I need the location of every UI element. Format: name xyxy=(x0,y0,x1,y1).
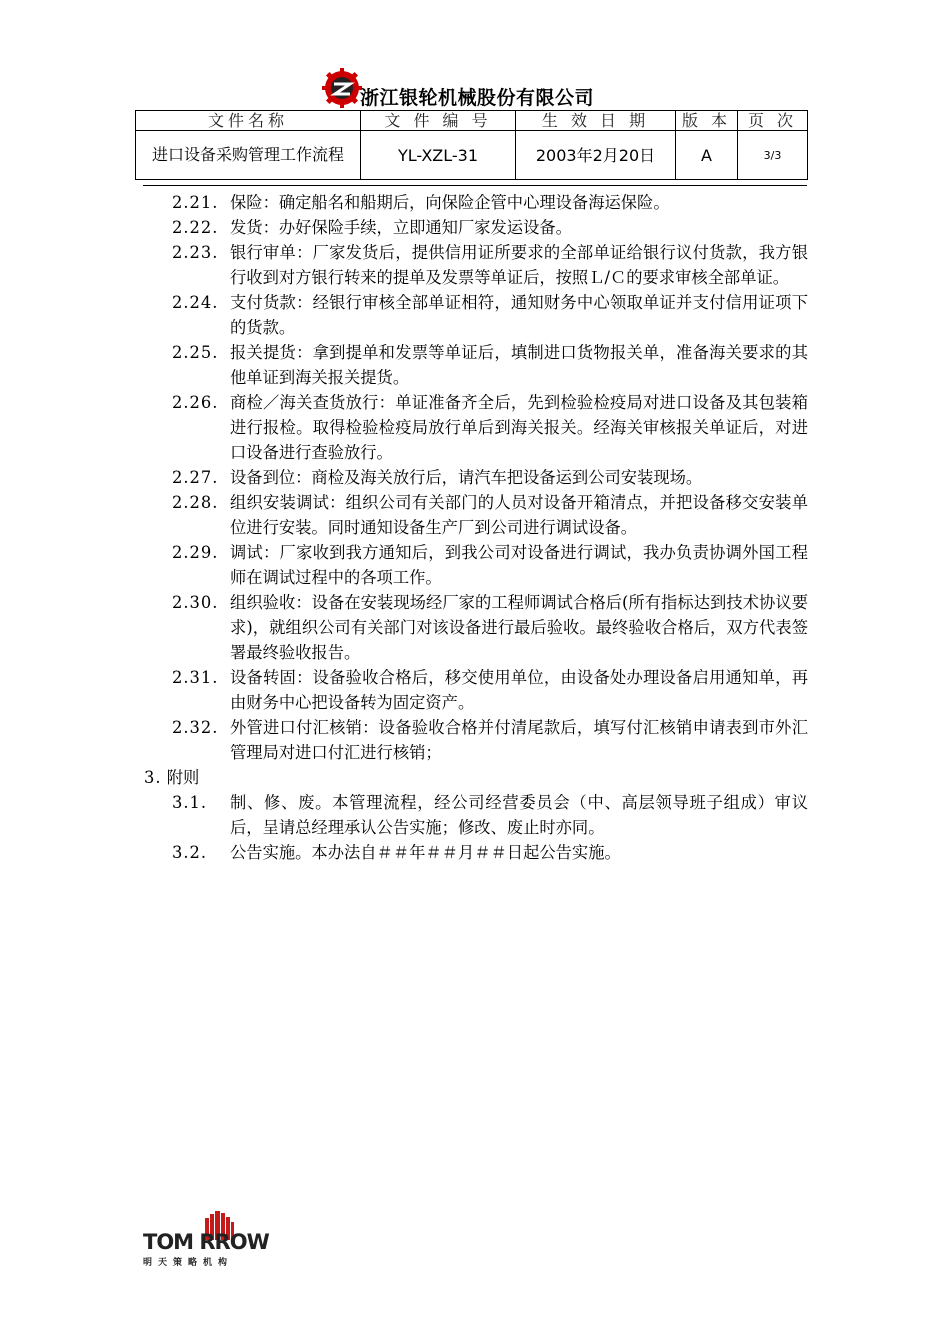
clause-number: 2.23. xyxy=(172,243,219,262)
clause-3-1 xyxy=(0,790,950,840)
clause-2-22 xyxy=(0,215,950,240)
clause-2-25 xyxy=(0,340,950,390)
clause-number: 2.26. xyxy=(172,393,219,412)
clause-number: 2.32. xyxy=(172,718,219,737)
clause-text: 制、修、废。本管理流程，经公司经营委员会（中、高层领导班子组成）审议后，呈请总经理承认公告实施；修改、废止时亦同。 xyxy=(230,793,808,837)
clause-2-27 xyxy=(0,465,950,490)
version-value: A xyxy=(676,131,738,180)
company-header xyxy=(0,68,950,112)
clause-2-21 xyxy=(0,190,950,215)
clause-3-2 xyxy=(0,840,950,865)
header-cell-page: 页 次 xyxy=(738,111,808,131)
clause-number: 2.25. xyxy=(172,343,219,362)
clause-text: 组织安装调试：组织公司有关部门的人员对设备开箱清点，并把设备移交安装单位进行安装。同时通知设备生产厂到公司进行调试设备。 xyxy=(230,493,808,537)
clause-text: 设备转固：设备验收合格后，移交使用单位，由设备处办理设备启用通知单，再由财务中心把设备转为固定资产。 xyxy=(230,668,808,712)
document-info-table xyxy=(135,110,808,180)
footer-brand: TOM RROW xyxy=(143,1230,269,1254)
info-table-header-row xyxy=(136,111,808,131)
header-rule-bottom xyxy=(143,185,807,186)
clause-2-31 xyxy=(0,665,950,715)
clause-2-28 xyxy=(0,490,950,540)
clause-number: 2.28. xyxy=(172,493,219,512)
page-value: 3/3 xyxy=(738,131,808,180)
clause-2-29 xyxy=(0,540,950,590)
document-body xyxy=(0,190,950,865)
clause-number: 3.2. xyxy=(172,843,208,862)
clause-text: 商检／海关查货放行：单证准备齐全后，先到检验检疫局对进口设备及其包装箱进行报检。取得检验检疫局放行单后到海关报关。经海关审核报关单证后，对进口设备进行查验放行。 xyxy=(230,393,808,462)
clause-number: 2.21. xyxy=(172,193,219,212)
clause-number: 2.24. xyxy=(172,293,219,312)
clause-text: 保险：确定船名和船期后，向保险企管中心理设备海运保险。 xyxy=(230,193,670,212)
section-title: 附则 xyxy=(166,768,200,787)
info-table-value-row xyxy=(136,131,808,180)
clause-2-26 xyxy=(0,390,950,465)
clause-text: 外管进口付汇核销：设备验收合格并付清尾款后，填写付汇核销申请表到市外汇管理局对进口付汇进行核销； xyxy=(230,718,808,762)
clause-text: 支付货款：经银行审核全部单证相符，通知财务中心领取单证并支付信用证项下的货款。 xyxy=(230,293,808,337)
clause-text: 调试：厂家收到我方通知后，到我公司对设备进行调试，我办负责协调外国工程师在调试过程中的各项工作。 xyxy=(230,543,808,587)
doc-name-value: 进口设备采购管理工作流程 xyxy=(136,131,361,180)
clause-number: 2.29. xyxy=(172,543,219,562)
clause-2-24 xyxy=(0,290,950,340)
doc-number-value: YL-XZL-31 xyxy=(361,131,516,180)
effective-date-value: 2003年2月20日 xyxy=(516,131,676,180)
clause-number: 2.22. xyxy=(172,218,219,237)
clause-number: 2.31. xyxy=(172,668,219,687)
clause-2-30 xyxy=(0,590,950,665)
clause-text: 公告实施。本办法自＃＃年＃＃月＃＃日起公告实施。 xyxy=(230,843,621,862)
header-cell-doc-number: 文 件 编 号 xyxy=(361,111,516,131)
footer-logo xyxy=(143,1210,303,1266)
section-3-heading xyxy=(0,765,950,790)
header-cell-doc-name: 文件名称 xyxy=(136,111,361,131)
clause-text: 发货：办好保险手续，立即通知厂家发运设备。 xyxy=(230,218,572,237)
company-name: 浙江银轮机械股份有限公司 xyxy=(360,87,595,109)
clause-2-32 xyxy=(0,715,950,765)
header-cell-version: 版 本 xyxy=(676,111,738,131)
clause-text: 设备到位：商检及海关放行后，请汽车把设备运到公司安装现场。 xyxy=(230,468,703,487)
section-number: 3. xyxy=(144,768,162,787)
clause-number: 2.27. xyxy=(172,468,219,487)
clause-text: 报关提货：拿到提单和发票等单证后，填制进口货物报关单，准备海关要求的其他单证到海关报关提货。 xyxy=(230,343,808,387)
clause-number: 2.30. xyxy=(172,593,219,612)
clause-text: 组织验收：设备在安装现场经厂家的工程师调试合格后(所有指标达到技术协议要求)，就组织公司有关部门对该设备进行最后验收。最终验收合格后，双方代表签署最终验收报告。 xyxy=(230,593,808,662)
footer-subtitle: 明天策略机构 xyxy=(143,1258,234,1268)
clause-text: 银行审单：厂家发货后，提供信用证所要求的全部单证给银行议付货款，我方银行收到对方银行转来的提单及发票等单证后，按照Ｌ/Ｃ的要求审核全部单证。 xyxy=(230,243,808,287)
clause-2-23 xyxy=(0,240,950,290)
company-logo-icon xyxy=(322,68,362,108)
header-cell-effective-date: 生 效 日 期 xyxy=(516,111,676,131)
clause-number: 3.1. xyxy=(172,793,208,812)
